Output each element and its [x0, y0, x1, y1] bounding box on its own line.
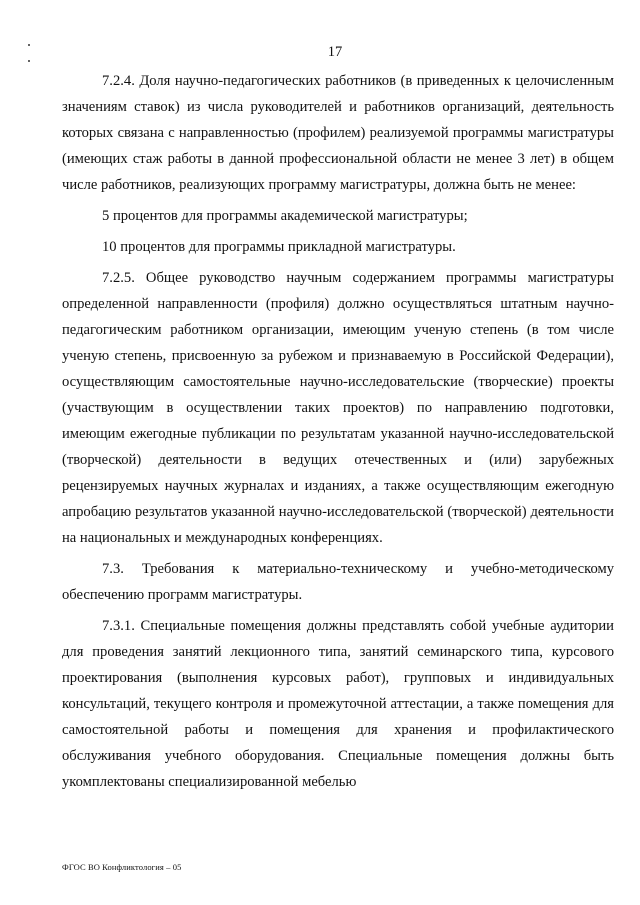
document-footer: ФГОС ВО Конфликтология – 05 — [62, 862, 182, 872]
paragraph-7-2-4: 7.2.4. Доля научно-педагогических работников (в приведенных к целочисленным значениям ставок) из числа руководителей и работников организаций, деятельность которых связана с направленностью (профилем) реализуемой программы магистратуры (имеющих стаж работы в данной профессиональной области не менее 3 лет) в общем числе работников, реализующих программу магистратуры, должна быть не менее: — [62, 73, 614, 193]
paragraph-7-2-5: 7.2.5. Общее руководство научным содержанием программы магистратуры определенной направленности (профиля) должно осуществляться штатным научно-педагогическим работником организации, имеющим ученую степень (в том числе ученую степень, присвоенную за рубежом и признаваемую в Российской Федерации), осуществляющим самостоятельные научно-исследовательские (творческие) проекты (участвующим в осуществлении таких проектов) по направлению подготовки, имеющим ежегодные публикации по результатам указанной научно-исследовательской (творческой) деятельности в ведущих отечественных и (или) зарубежных рецензируемых научных журналах и изданиях, а также осуществляющим ежегодную апробацию результатов указанной научно-исследовательской (творческой) деятельности на национальных и международных конференциях. — [62, 270, 614, 546]
paragraph-applied-share: 10 процентов для программы прикладной магистратуры. — [102, 239, 456, 255]
paragraph-academic-share: 5 процентов для программы академической магистратуры; — [102, 208, 468, 224]
paragraph-7-3-1: 7.3.1. Специальные помещения должны представлять собой учебные аудитории для проведения занятий лекционного типа, занятий семинарского типа, курсового проектирования (выполнения курсовых работ), групповых и индивидуальных консультаций, текущего контроля и промежуточной аттестации, а также помещения для самостоятельной работы и помещения для хранения и профилактического обслуживания учебного оборудования. Специальные помещения должны быть укомплектованы специализированной мебелью — [62, 618, 614, 790]
page-number: 17 — [327, 44, 343, 60]
document-body — [62, 68, 614, 795]
paragraph-7-3: 7.3. Требования к материально-техническому и учебно-методическому обеспечению программ магистратуры. — [62, 561, 614, 603]
